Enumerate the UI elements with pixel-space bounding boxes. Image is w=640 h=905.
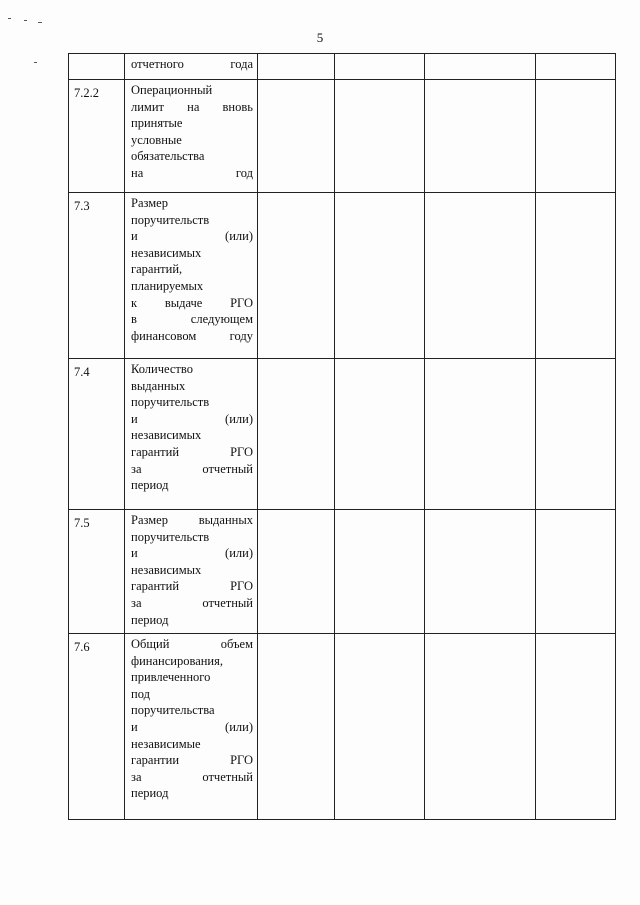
- description-word: (или): [225, 546, 253, 561]
- value-cell: [425, 54, 536, 80]
- indicator-description: [125, 359, 258, 510]
- description-line: [131, 99, 253, 116]
- description-word: год: [235, 165, 253, 180]
- table-row: [69, 359, 616, 510]
- description-word: выданных: [198, 513, 253, 527]
- description-word: (или): [225, 719, 253, 734]
- table-row: [69, 510, 616, 634]
- description-line: Количество: [131, 362, 193, 376]
- table-row: [69, 193, 616, 359]
- description-line: [131, 411, 253, 428]
- description-word: РГО: [230, 753, 253, 768]
- description-word: РГО: [230, 295, 253, 310]
- value-cell: [536, 634, 616, 820]
- scan-mark: [8, 18, 11, 19]
- description-line: [131, 595, 253, 612]
- description-line: [131, 719, 253, 736]
- description-word: отчетный: [202, 595, 253, 610]
- indicator-description: [125, 80, 258, 193]
- value-cell: [335, 80, 425, 193]
- description-word: следующем: [190, 312, 253, 327]
- description-word: за: [131, 461, 142, 476]
- description-word: (или): [225, 229, 253, 244]
- indicator-description: [125, 634, 258, 820]
- indicator-description: [125, 510, 258, 634]
- value-cell: [536, 510, 616, 634]
- description-line: выданных: [131, 378, 186, 393]
- description-word: за: [131, 595, 142, 610]
- description-word: отчетного: [131, 57, 184, 71]
- value-cell: [425, 359, 536, 510]
- row-number: 7.5: [69, 510, 125, 634]
- description-word: отчетный: [202, 461, 253, 476]
- scan-mark: [34, 62, 37, 63]
- description-line: [131, 769, 253, 786]
- description-line: привлеченного: [131, 670, 211, 685]
- description-line: [131, 56, 253, 73]
- value-cell: [258, 510, 335, 634]
- description-line: условные: [131, 132, 182, 147]
- indicator-description: [125, 54, 258, 80]
- description-word: РГО: [230, 444, 253, 459]
- description-line: [131, 311, 253, 328]
- row-number: [69, 54, 125, 80]
- description-line: поручительств: [131, 529, 210, 544]
- description-line: независимых: [131, 428, 202, 443]
- description-line: независимых: [131, 562, 202, 577]
- scan-mark: [38, 22, 42, 23]
- description-word: Размер: [131, 513, 168, 527]
- description-line: гарантий,: [131, 262, 183, 277]
- description-word: выдаче: [164, 295, 203, 310]
- description-line: поручительства: [131, 703, 215, 718]
- description-word: на: [187, 99, 200, 114]
- description-line: финансирования,: [131, 653, 223, 668]
- page-number: 5: [316, 30, 324, 45]
- description-word: на: [131, 165, 144, 180]
- row-number: 7.3: [69, 193, 125, 359]
- value-cell: [536, 54, 616, 80]
- value-cell: [536, 193, 616, 359]
- description-word: в: [131, 312, 137, 327]
- value-cell: [258, 634, 335, 820]
- table-row: [69, 80, 616, 193]
- description-line: Размер: [131, 196, 168, 210]
- description-line: [131, 228, 253, 245]
- description-word: и: [131, 546, 138, 561]
- description-word: году: [229, 328, 253, 343]
- description-word: и: [131, 411, 138, 426]
- description-line: [131, 752, 253, 769]
- description-word: года: [230, 57, 253, 71]
- table-row: [69, 634, 616, 820]
- value-cell: [335, 359, 425, 510]
- description-line: период: [131, 786, 169, 801]
- description-line: [131, 295, 253, 312]
- description-word: (или): [225, 411, 253, 426]
- value-cell: [425, 193, 536, 359]
- value-cell: [258, 359, 335, 510]
- value-cell: [258, 193, 335, 359]
- value-cell: [335, 510, 425, 634]
- description-line: поручительств: [131, 212, 210, 227]
- description-word: отчетный: [202, 769, 253, 784]
- description-line: обязательства: [131, 149, 205, 164]
- description-word: и: [131, 229, 138, 244]
- description-line: период: [131, 478, 169, 493]
- description-word: и: [131, 719, 138, 734]
- value-cell: [425, 510, 536, 634]
- value-cell: [258, 80, 335, 193]
- description-word: к: [131, 295, 138, 310]
- description-line: [131, 328, 253, 345]
- description-word: гарантий: [131, 579, 180, 594]
- report-table: [68, 53, 616, 820]
- row-number: 7.4: [69, 359, 125, 510]
- description-word: РГО: [230, 579, 253, 594]
- description-line: [131, 578, 253, 595]
- description-word: гарантий: [131, 444, 180, 459]
- description-line: Операционный: [131, 83, 213, 97]
- value-cell: [425, 80, 536, 193]
- description-line: [131, 636, 253, 653]
- value-cell: [258, 54, 335, 80]
- value-cell: [425, 634, 536, 820]
- description-line: под: [131, 686, 150, 701]
- description-word: гарантии: [131, 753, 180, 768]
- description-line: независимые: [131, 736, 201, 751]
- value-cell: [536, 359, 616, 510]
- description-line: [131, 512, 253, 529]
- description-line: поручительств: [131, 395, 210, 410]
- table-row: [69, 54, 616, 80]
- description-line: независимых: [131, 245, 202, 260]
- description-word: объем: [220, 637, 253, 651]
- description-line: принятые: [131, 116, 183, 131]
- scan-mark: [24, 20, 27, 21]
- value-cell: [536, 80, 616, 193]
- description-line: [131, 461, 253, 478]
- description-line: планируемых: [131, 278, 204, 293]
- description-line: период: [131, 612, 169, 627]
- description-word: вновь: [222, 99, 253, 114]
- indicator-description: [125, 193, 258, 359]
- description-line: [131, 545, 253, 562]
- row-number: 7.2.2: [69, 80, 125, 193]
- description-word: лимит: [131, 99, 164, 114]
- description-word: Общий: [131, 637, 170, 651]
- description-word: за: [131, 769, 142, 784]
- description-line: [131, 444, 253, 461]
- value-cell: [335, 634, 425, 820]
- description-word: финансовом: [131, 328, 197, 343]
- value-cell: [335, 54, 425, 80]
- description-line: [131, 165, 253, 182]
- row-number: 7.6: [69, 634, 125, 820]
- value-cell: [335, 193, 425, 359]
